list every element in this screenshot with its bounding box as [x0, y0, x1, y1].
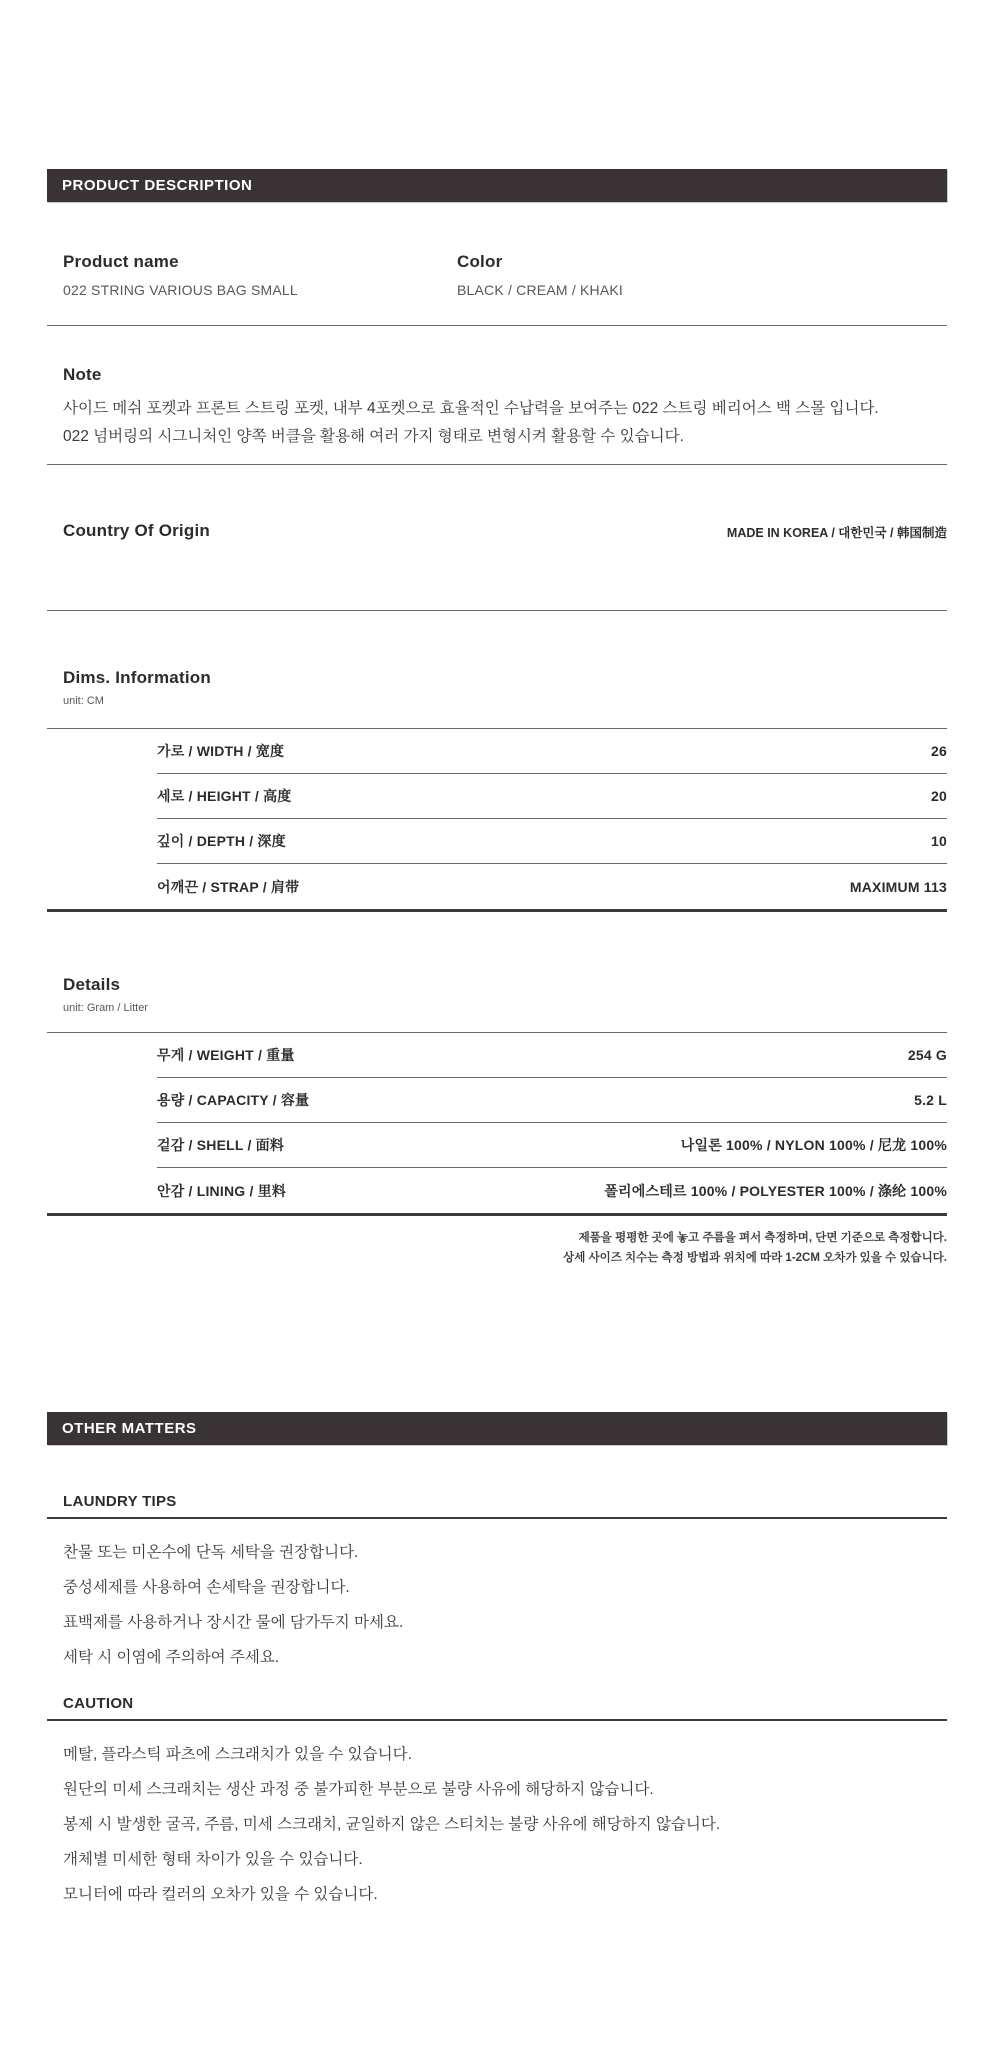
table-row [157, 1078, 947, 1123]
note-line: 사이드 메쉬 포켓과 프론트 스트링 포켓, 내부 4포켓으로 효율적인 수납력을 보여주는 022 스트링 베리어스 백 스몰 입니다. [63, 400, 879, 417]
dims-section [47, 668, 947, 912]
spec-value: 20 [931, 788, 947, 804]
spec-label: 겉감 / SHELL / 面料 [157, 1137, 285, 1153]
section-bar-other-matters: OTHER MATTERS [47, 1412, 947, 1445]
laundry-tips-body [47, 1535, 947, 1675]
origin-heading: Country Of Origin [63, 521, 210, 540]
caution-heading: CAUTION [63, 1695, 134, 1712]
spec-value: 나일론 100% / NYLON 100% / 尼龙 100% [680, 1137, 947, 1153]
note-heading: Note [63, 365, 102, 384]
color-heading: Color [457, 252, 503, 271]
note-section [47, 365, 947, 451]
details-section [47, 975, 947, 1216]
spec-label: 세로 / HEIGHT / 高度 [157, 788, 292, 804]
heading-underline [47, 1719, 947, 1721]
dims-heading: Dims. Information [63, 668, 211, 687]
table-row [157, 729, 947, 774]
table-end-rule [47, 909, 947, 912]
laundry-tips-heading: LAUNDRY TIPS [63, 1493, 177, 1510]
product-name-color-section [47, 252, 947, 298]
fine-print-line: 제품을 평평한 곳에 놓고 주름을 펴서 측정하며, 단면 기준으로 측정합니다. [578, 1232, 947, 1244]
spec-value: 폴리에스테르 100% / POLYESTER 100% / 涤纶 100% [604, 1182, 947, 1199]
origin-section [47, 521, 947, 541]
caution-line: 원단의 미세 스크래치는 생산 과정 중 불가피한 부분으로 불량 사유에 해당하지 않습니다. [63, 1781, 654, 1798]
spec-value: 10 [931, 833, 947, 849]
dims-table [47, 728, 947, 909]
spec-label: 용량 / CAPACITY / 容量 [157, 1092, 310, 1108]
divider-rule [47, 464, 947, 465]
section-bar-product-description: PRODUCT DESCRIPTION [47, 169, 947, 202]
laundry-tip-line: 세탁 시 이염에 주의하여 주세요. [63, 1649, 280, 1666]
table-row [157, 774, 947, 819]
table-row [157, 1123, 947, 1168]
caution-line: 봉제 시 발생한 굴곡, 주름, 미세 스크래치, 균일하지 않은 스티치는 불량 사유에 해당하지 않습니다. [63, 1816, 721, 1833]
product-name-heading: Product name [63, 252, 179, 271]
spec-label: 무게 / WEIGHT / 重量 [157, 1047, 295, 1063]
caution-line: 모니터에 따라 컬러의 오차가 있을 수 있습니다. [63, 1886, 378, 1903]
product-name-value: 022 STRING VARIOUS BAG SMALL [63, 282, 298, 298]
caution-line: 메탈, 플라스틱 파츠에 스크래치가 있을 수 있습니다. [63, 1746, 412, 1763]
origin-value: MADE IN KOREA / 대한민국 / 韩国制造 [726, 526, 947, 540]
note-line: 022 넘버링의 시그니처인 양쪽 버클을 활용해 여러 가지 형태로 변형시켜 활용할 수 있습니다. [63, 428, 684, 445]
heading-underline [47, 1517, 947, 1519]
caution-section [47, 1695, 947, 1912]
spec-value: 5.2 L [914, 1092, 947, 1108]
laundry-tips-section [47, 1493, 947, 1675]
laundry-tip-line: 표백제를 사용하거나 장시간 물에 담가두지 마세요. [63, 1614, 404, 1631]
measurement-fine-print [47, 1228, 947, 1268]
table-end-rule [47, 1213, 947, 1216]
table-row [157, 1033, 947, 1078]
spec-value: MAXIMUM 113 [849, 878, 947, 895]
spec-value: 26 [931, 743, 947, 759]
spec-label: 가로 / WIDTH / 宽度 [157, 743, 285, 759]
table-row [157, 1168, 947, 1213]
details-table [47, 1032, 947, 1213]
spec-value: 254 G [907, 1047, 947, 1063]
table-row [157, 819, 947, 864]
laundry-tip-line: 중성세제를 사용하여 손세탁을 권장합니다. [63, 1579, 350, 1596]
caution-body [47, 1737, 947, 1912]
spec-label: 안감 / LINING / 里料 [157, 1182, 287, 1199]
color-value: BLACK / CREAM / KHAKI [457, 282, 624, 298]
laundry-tip-line: 찬물 또는 미온수에 단독 세탁을 권장합니다. [63, 1544, 359, 1561]
note-body [47, 395, 947, 451]
divider-rule [47, 325, 947, 326]
details-unit-note: unit: Gram / Litter [63, 1002, 148, 1014]
table-row [157, 864, 947, 909]
spec-label: 깊이 / DEPTH / 深度 [157, 833, 286, 849]
caution-line: 개체별 미세한 형태 차이가 있을 수 있습니다. [63, 1851, 363, 1868]
fine-print-line: 상세 사이즈 치수는 측정 방법과 위치에 따라 1-2CM 오차가 있을 수 있습니다. [563, 1252, 947, 1264]
details-heading: Details [63, 975, 121, 994]
color-column [457, 252, 623, 298]
divider-rule [47, 610, 947, 611]
dims-unit-note: unit: CM [63, 695, 104, 707]
spec-label: 어깨끈 / STRAP / 肩带 [157, 878, 300, 895]
